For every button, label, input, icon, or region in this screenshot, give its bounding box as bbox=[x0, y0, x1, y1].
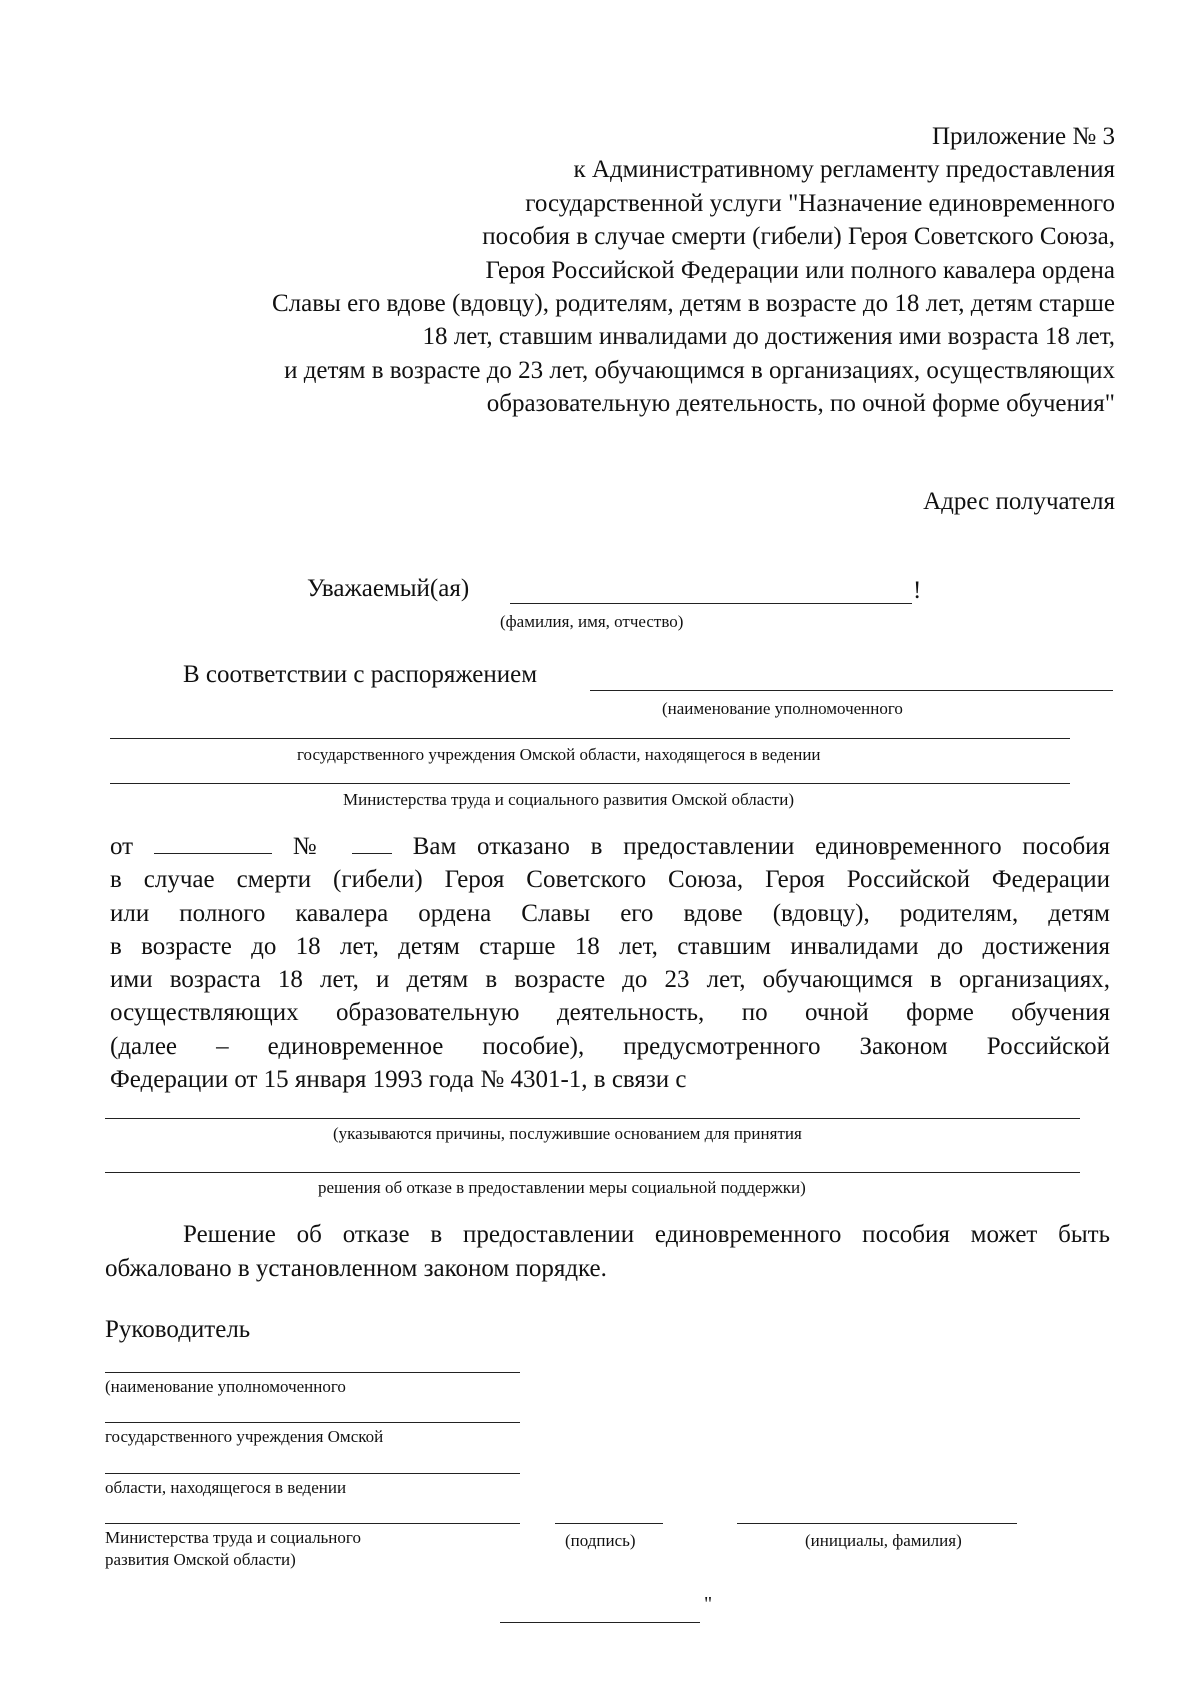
refusal-line-5: ими возраста 18 лет, и детям в возрасте до 23 лет, обучающимся в организациях, bbox=[110, 966, 1110, 994]
appendix-line: Славы его вдове (вдовцу), родителям, детям в возрасте до 18 лет, детям старше bbox=[271, 290, 1115, 318]
greeting-suffix: ! bbox=[913, 577, 922, 604]
order-number-field[interactable] bbox=[352, 833, 392, 854]
order-caption-2: государственного учреждения Омской области, находящегося в ведении bbox=[297, 745, 821, 764]
initials-surname-caption: (инициалы, фамилия) bbox=[805, 1531, 962, 1550]
order-date-field[interactable] bbox=[154, 833, 272, 854]
reason-field-2[interactable] bbox=[105, 1172, 1080, 1173]
quote-mark: " bbox=[704, 1593, 713, 1615]
refusal-line-1-text: Вам отказано в предоставлении единовременного пособия bbox=[412, 833, 1111, 860]
order-lead-text: В соответствии с распоряжением bbox=[183, 661, 538, 688]
recipient-name-caption: (фамилия, имя, отчество) bbox=[500, 612, 684, 631]
org-caption-2: государственного учреждения Омской bbox=[105, 1427, 384, 1446]
org-caption-4b: развития Омской области) bbox=[105, 1550, 296, 1569]
org-caption-1: (наименование уполномоченного bbox=[105, 1377, 346, 1396]
org-caption-3: области, находящегося в ведении bbox=[105, 1478, 347, 1497]
order-caption-3: Министерства труда и социального развития Омской области) bbox=[343, 790, 794, 809]
org-caption-4a: Министерства труда и социального bbox=[105, 1528, 361, 1547]
reason-caption-1: (указываются причины, послужившие основанием для принятия bbox=[333, 1124, 802, 1143]
number-label: № bbox=[292, 833, 332, 860]
order-authority-field-2[interactable] bbox=[110, 738, 1070, 739]
date-field[interactable] bbox=[500, 1622, 700, 1623]
org-name-field-3[interactable] bbox=[105, 1473, 520, 1474]
appendix-header bbox=[115, 120, 1115, 421]
refusal-line-3: или полного кавалера ордена Славы его вдове (вдовцу), родителям, детям bbox=[110, 899, 1110, 927]
refusal-line-7: (далее – единовременное пособие), предусмотренного Законом Российской bbox=[110, 1032, 1110, 1060]
appendix-line: 18 лет, ставшим инвалидами до достижения ими возраста 18 лет, bbox=[422, 323, 1115, 351]
org-name-field-4[interactable] bbox=[105, 1523, 520, 1524]
appendix-line: государственной услуги "Назначение единовременного bbox=[525, 189, 1115, 217]
refusal-line-6: осуществляющих образовательную деятельность, по очной форме обучения bbox=[110, 999, 1110, 1027]
reason-caption-2: решения об отказе в предоставлении меры социальной поддержки) bbox=[318, 1178, 806, 1197]
refusal-line-4: в возрасте до 18 лет, детям старше 18 лет, ставшим инвалидами до достижения bbox=[110, 932, 1110, 960]
appeal-line-1: Решение об отказе в предоставлении единовременного пособия может быть bbox=[183, 1221, 1110, 1248]
greeting-prefix: Уважаемый(ая) bbox=[307, 575, 470, 602]
refusal-line-2: в случае смерти (гибели) Героя Советского Союза, Героя Российской Федерации bbox=[110, 866, 1110, 894]
org-name-field-1[interactable] bbox=[105, 1372, 520, 1373]
reason-field-1[interactable] bbox=[105, 1118, 1080, 1119]
order-authority-field-3[interactable] bbox=[110, 783, 1070, 784]
appendix-line: Приложение № 3 bbox=[931, 123, 1115, 150]
appendix-line: Героя Российской Федерации или полного кавалера ордена bbox=[485, 256, 1115, 284]
appendix-line: и детям в возрасте до 23 лет, обучающимся в организациях, осуществляющих bbox=[284, 356, 1115, 384]
signature-caption: (подпись) bbox=[565, 1531, 636, 1550]
appendix-line: пособия в случае смерти (гибели) Героя Советского Союза, bbox=[482, 223, 1115, 251]
signature-field[interactable] bbox=[555, 1523, 663, 1524]
appeal-paragraph bbox=[105, 1218, 1110, 1286]
refusal-line-1 bbox=[110, 830, 1110, 863]
order-authority-field[interactable] bbox=[590, 690, 1113, 691]
appendix-line: к Административному регламенту предоставления bbox=[573, 156, 1115, 184]
appendix-line: образовательную деятельность, по очной форме обучения" bbox=[486, 390, 1115, 418]
recipient-name-field[interactable] bbox=[510, 603, 912, 604]
greeting-line bbox=[307, 575, 469, 603]
recipient-address-label: Адрес получателя bbox=[923, 488, 1115, 515]
refusal-line-8: Федерации от 15 января 1993 года № 4301-1, в связи с bbox=[110, 1066, 687, 1094]
appeal-line-2: обжаловано в установленном законом порядке. bbox=[105, 1255, 607, 1282]
refusal-paragraph bbox=[110, 830, 1110, 1096]
from-label: от bbox=[110, 833, 134, 860]
org-name-field-2[interactable] bbox=[105, 1422, 520, 1423]
head-label: Руководитель bbox=[105, 1316, 251, 1343]
order-caption-1: (наименование уполномоченного bbox=[662, 699, 903, 718]
initials-surname-field[interactable] bbox=[737, 1523, 1017, 1524]
